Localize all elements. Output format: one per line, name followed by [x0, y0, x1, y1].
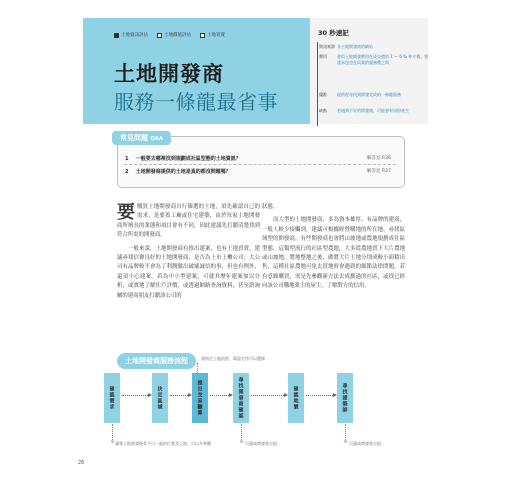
faq-label [112, 131, 171, 145]
faq-divider [124, 164, 396, 165]
flow-arrow [122, 395, 150, 396]
faq-ref: 解答見 P.27 [366, 169, 391, 174]
summary-value: 若遇到不好的開發商，可能會有糾紛產生 [337, 108, 409, 113]
flow-step-4: 尋找開發商確認 [233, 373, 249, 423]
body-paragraph: 狀態。 [262, 204, 279, 210]
category-tab-1 [114, 32, 148, 38]
body-column-right [262, 203, 405, 292]
summary-value: 各土地開發商的網站 [337, 44, 373, 49]
category-tab-label: 土地資訊評估 [121, 33, 148, 38]
summary-key: 資訊來源 [319, 44, 335, 49]
flow-bottom-note-left: 讓專土地開發後有不只一處的位置及土地，可以多參觀 [115, 441, 211, 446]
page-subtitle: 服務一條龍最省事 [114, 90, 278, 114]
category-tab-label: 土地價值評估 [164, 33, 191, 38]
checkbox-filled-icon [114, 33, 119, 38]
category-tab-2 [157, 32, 191, 38]
flow-bottom-note-right: 可選或開發商合組 [349, 441, 381, 446]
summary-panel [310, 18, 428, 124]
summary-heading: 30 秒速記 [318, 29, 349, 37]
flow-arrow [251, 395, 286, 396]
summary-divider [317, 42, 318, 126]
summary-value: 提供從尋找到開發完成的一條龍服務 [337, 92, 401, 97]
flow-arrow [170, 395, 190, 396]
flow-dot [240, 440, 243, 443]
summary-key: 優點 [319, 92, 327, 97]
category-tab-label: 土地買賣 [207, 33, 225, 38]
faq-label-text: 常見問題 [120, 134, 148, 142]
body-paragraph-text: 購買土地開發商自行篩選的土地，須先確認自己的需求，是要蓋工廠或住宅建築，由於每家土地開發商所擅長的業態和項目會有不同，因此建議先打聽清楚找到符合所需的開發商。 [117, 204, 260, 239]
flow-step-1: 確認需求 [104, 373, 120, 423]
flow-arrow [210, 395, 231, 396]
flow-dot [344, 440, 347, 443]
body-paragraph: 而大型的土地開發商，多為資本雄厚、有品牌的建商，一般人較少接觸到，建議可根據經營購地的所在地，尋找區域型的開發商。有些開發商也會將山坡地或農地規劃成社區型態，這類型流行的社區型農地，大多從農地買下大片農地或山坡地，將地整地之後，做將大片土地分別成較小面積出售，這種社區農地可免去買地時會遇到的細節法律問題，若有意願購買，需是先參觀新方法去成劃過的社區，或找已經向該公司購地業主的屋主，了解對方的信用。 [262, 217, 405, 290]
flow-step-6: 尋找建築師 [337, 373, 353, 423]
flow-step-5: 確認地號 [288, 373, 304, 423]
checkbox-empty-icon [200, 33, 205, 38]
body-column-left [117, 203, 260, 301]
faq-item [125, 168, 397, 175]
faq-number: 1 [125, 156, 129, 162]
body-paragraph [117, 203, 260, 241]
page-title: 土地開發商 [114, 62, 224, 86]
summary-key: 費用 [319, 54, 327, 59]
faq-label-suffix: Q&A [150, 136, 163, 142]
faq-item [125, 155, 397, 162]
flow-title: 土地開發商服務流程 [117, 353, 196, 369]
summary-value: 會員土地開發費用在成交價的 1 ～ 6 % 仲介費，營建承包也在同業的服務費之間 [337, 54, 429, 65]
flow-bottom-note-mid: 可選或開發商合組 [245, 441, 277, 446]
flow-step-3: 提出交易驗算 [192, 373, 208, 423]
flow-step-2: 決定區域 [152, 373, 168, 423]
body-paragraph: 一般來說，土地開發商有推出建案，也有土地買賣，建議尋找信譽良好的土地開發商，是否為上市上櫃公司；大公司有品牌較不會為了利潤做出破壞誠信的事，但也有例外，還須小心建案。若為中小型建案，可就其歷年建案加以分析，或實地了解住戶評價，或透過網路查詢資料，甚至諮詢屬的建商朋友打聽該公司的 [117, 245, 260, 299]
flow-arrow [306, 395, 335, 396]
flow-dot [111, 440, 114, 443]
flow-top-note: 專指定土地流程，藉認定符可以選擇 [201, 356, 265, 361]
faq-ref: 解答見 P.26 [366, 156, 391, 161]
summary-key: 缺點 [319, 108, 327, 113]
faq-number: 2 [125, 169, 129, 175]
category-tab-3 [200, 32, 225, 38]
faq-box [117, 136, 405, 188]
checkbox-empty-icon [157, 33, 162, 38]
category-tabs [114, 32, 225, 38]
faq-question: 一般要去哪裡找到規劃成社區型態的土地資訊？ [135, 156, 241, 162]
faq-question: 土地開發商提供的土地是真的都沒問題嗎？ [135, 169, 231, 175]
drop-cap: 要 [117, 202, 135, 223]
chapter-header [83, 18, 310, 124]
page-number: 26 [78, 460, 85, 466]
